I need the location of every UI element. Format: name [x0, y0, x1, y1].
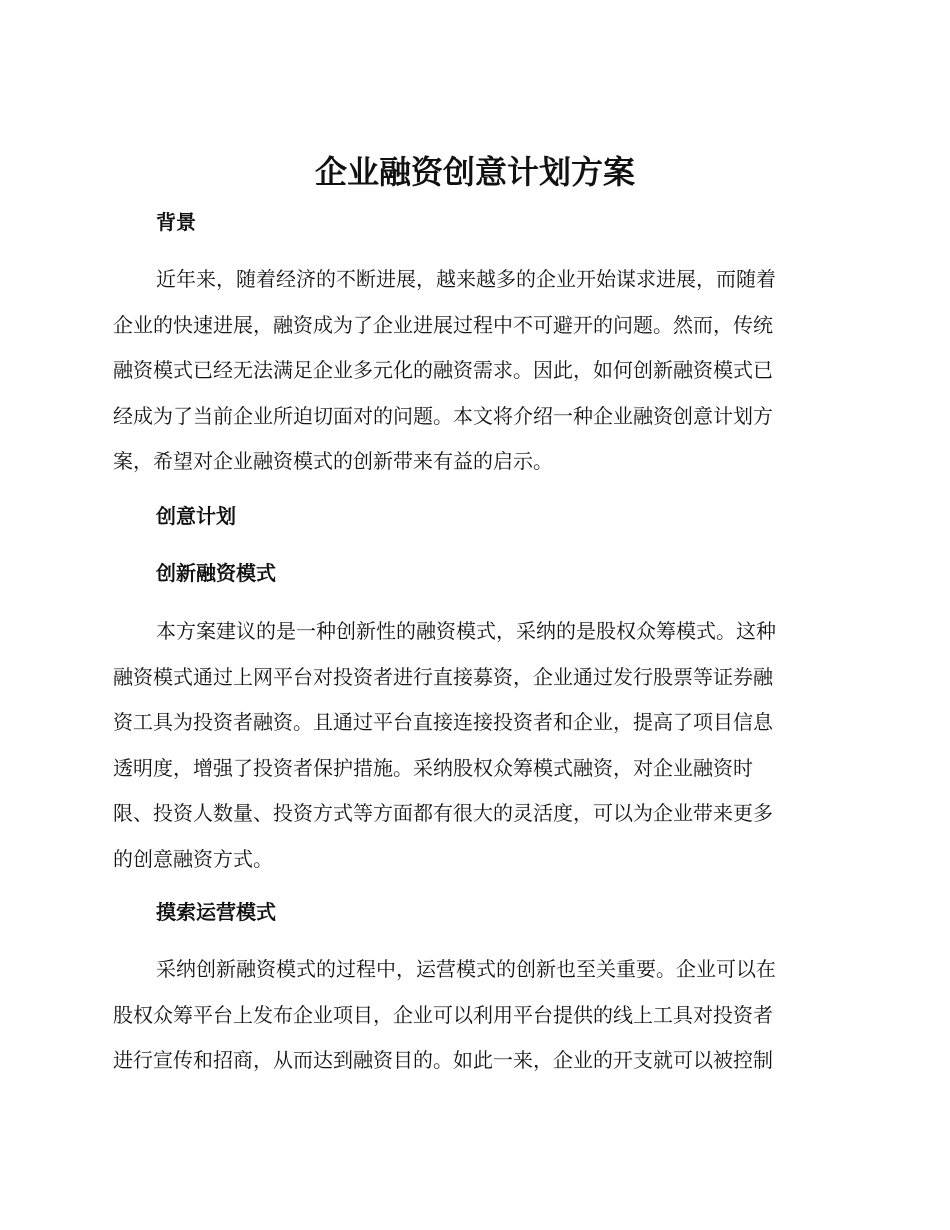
- paragraph-line: 股权众筹平台上发布企业项目，企业可以利用平台提供的线上工具对投资者: [113, 1002, 773, 1027]
- paragraph-innovative-financing: [113, 616, 829, 889]
- paragraph-line: 透明度，增强了投资者保护措施。采纳股权众筹模式融资，对企业融资时: [113, 755, 753, 780]
- paragraph-line: 融资模式已经无法满足企业多元化的融资需求。因此，如何创新融资模式已: [113, 358, 773, 382]
- document-title: 企业融资创意计划方案: [314, 153, 635, 191]
- paragraph-line: 本方案建议的是一种创新性的融资模式，采纳的是股权众筹模式。这种: [156, 619, 776, 643]
- paragraph-line: 的创意融资方式。: [113, 846, 273, 871]
- paragraph-line: 近年来，随着经济的不断进展，越来越多的企业开始谋求进展，而随着: [156, 267, 776, 291]
- paragraph-line: 经成为了当前企业所迫切面对的问题。本文将介绍一种企业融资创意计划方: [113, 403, 773, 428]
- paragraph-line: 采纳创新融资模式的过程中，运营模式的创新也至关重要。企业可以在: [156, 957, 776, 981]
- section-heading-creative-plan: 创意计划: [156, 504, 236, 528]
- paragraph-line: 限、投资人数量、投资方式等方面都有很大的灵活度，可以为企业带来更多: [113, 801, 773, 825]
- paragraph-operating-model: [113, 954, 829, 1091]
- paragraph-line: 资工具为投资者融资。且通过平台直接连接投资者和企业，提高了项目信息: [113, 710, 773, 734]
- section-heading-operating-model: 摸索运营模式: [156, 900, 276, 924]
- paragraph-line: 融资模式通过上网平台对投资者进行直接募资，企业通过发行股票等证券融: [113, 664, 773, 689]
- paragraph-line: 案，希望对企业融资模式的创新带来有益的启示。: [113, 449, 553, 473]
- paragraph-line: 企业的快速进展，融资成为了企业进展过程中不可避开的问题。然而，传统: [113, 312, 773, 337]
- paragraph-line: 进行宣传和招商，从而达到融资目的。如此一来，企业的开支就可以被控制: [113, 1048, 773, 1072]
- section-heading-background: 背景: [156, 210, 196, 234]
- section-heading-innovative-financing: 创新融资模式: [156, 561, 276, 585]
- paragraph-background: [113, 264, 829, 492]
